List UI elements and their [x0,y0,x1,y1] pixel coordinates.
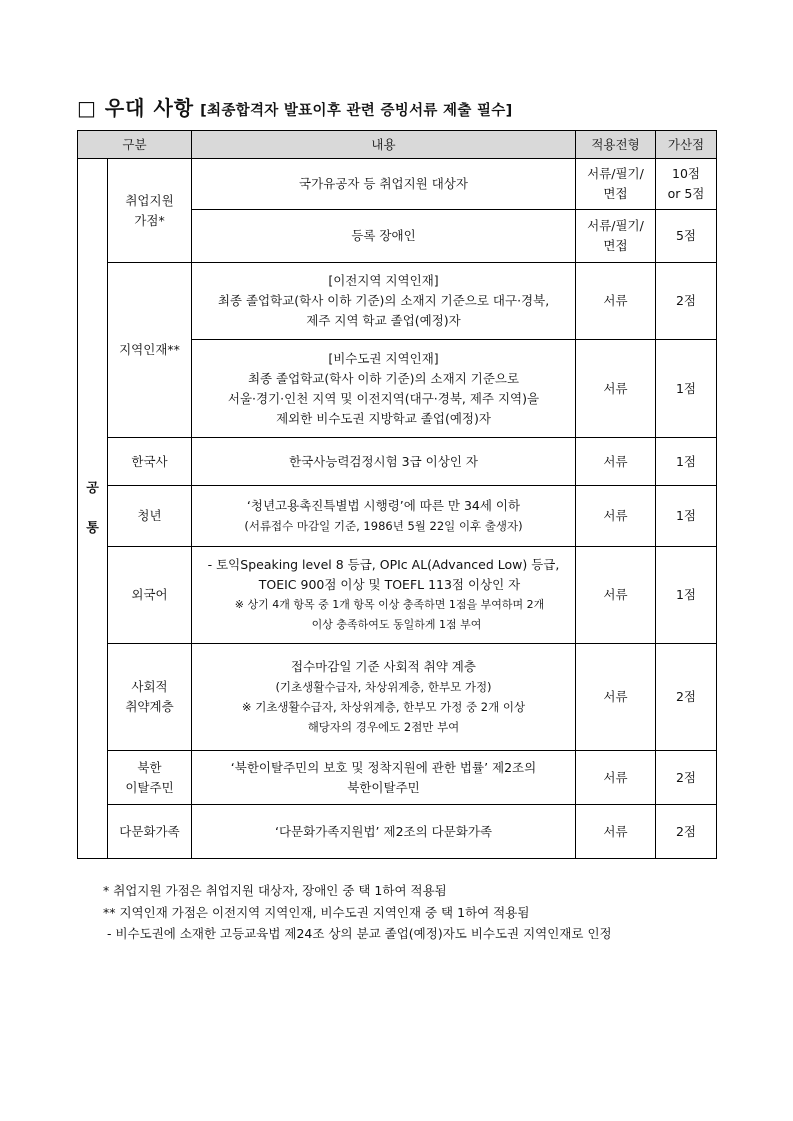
table-row [78,805,717,859]
points-cell: 1점 [656,547,717,644]
category-social: 사회적 취약계층 [108,644,192,751]
type-cell: 서류 [576,805,656,859]
table-row [78,547,717,644]
type-cell: 서류 [576,438,656,486]
content-cell: [비수도권 지역인재] 최종 졸업학교(학사 이하 기준)의 소재지 기준으로 서울·경기·인천 지역 및 이전지역(대구·경북, 제주 지역)을 제외한 비수도권 지방학교 졸업(예정)자 [192,340,576,438]
header-type: 적용전형 [576,131,656,159]
table-row [78,438,717,486]
type-cell: 서류 [576,486,656,547]
table-row [78,486,717,547]
category-employment: 취업지원 가점* [108,159,192,263]
points-cell: 1점 [656,340,717,438]
type-cell: 서류 [576,751,656,805]
content-cell: ‘다문화가족지원법’ 제2조의 다문화가족 [192,805,576,859]
category-regional: 지역인재** [108,263,192,438]
footnote-regional: ** 지역인재 가점은 이전지역 지역인재, 비수도권 지역인재 중 택 1하여 적용됨 [103,904,530,920]
content-cell: 등록 장애인 [192,210,576,263]
points-cell: 2점 [656,805,717,859]
header-points: 가산점 [656,131,717,159]
points-cell: 2점 [656,644,717,751]
group-common: 공 통 [78,159,108,859]
points-cell: 5점 [656,210,717,263]
footnote-branch: - 비수도권에 소재한 고등교육법 제24조 상의 분교 졸업(예정)자도 비수도권 지역인재로 인정 [107,926,612,941]
content-cell: 한국사능력검정시험 3급 이상인 자 [192,438,576,486]
type-cell: 서류/필기/ 면접 [576,210,656,263]
points-cell: 2점 [656,751,717,805]
type-cell: 서류 [576,547,656,644]
header-content: 내용 [192,131,576,159]
table-row [78,159,717,210]
section-title-sub: [최종합격자 발표이후 관련 증빙서류 제출 필수] [200,103,513,119]
section-title [77,92,513,121]
type-cell: 서류 [576,263,656,340]
footnotes [103,880,612,945]
content-cell: [이전지역 지역인재] 최종 졸업학교(학사 이하 기준)의 소재지 기준으로 대구·경북, 제주 지역 학교 졸업(예정)자 [192,263,576,340]
footnote-employment: * 취업지원 가점은 취업지원 대상자, 장애인 중 택 1하여 적용됨 [103,883,447,898]
type-cell: 서류 [576,340,656,438]
points-cell: 1점 [656,486,717,547]
content-cell: - 토익Speaking level 8 등급, OPIc AL(Advanced Low) 등급, TOEIC 900점 이상 및 TOEFL 113점 이상인 자 ※ 상기 4개 항목 중 1개 항목 이상 충족하면 1점을 부여하며 2개 이상 충족하여도 동일하게 1점 부여 [192,547,576,644]
section-title-main: □ 우대 사항 [77,96,195,120]
points-cell: 1점 [656,438,717,486]
table-row [78,263,717,340]
category-language: 외국어 [108,547,192,644]
header-row [78,131,717,159]
preference-table [77,130,717,859]
category-multicultural: 다문화가족 [108,805,192,859]
points-cell: 10점 or 5점 [656,159,717,210]
content-cell: ‘청년고용촉진특별법 시행령’에 따른 만 34세 이하 (서류접수 마감일 기준, 1986년 5월 22일 이후 출생자) [192,486,576,547]
content-cell: 국가유공자 등 취업지원 대상자 [192,159,576,210]
category-youth: 청년 [108,486,192,547]
category-history: 한국사 [108,438,192,486]
content-cell: ‘북한이탈주민의 보호 및 정착지원에 관한 법률’ 제2조의 북한이탈주민 [192,751,576,805]
content-cell: 접수마감일 기준 사회적 취약 계층 (기초생활수급자, 차상위계층, 한부모 가정) ※ 기초생활수급자, 차상위계층, 한부모 가정 중 2개 이상 해당자의 경우에도 2점만 부여 [192,644,576,751]
table-row [78,751,717,805]
header-category: 구분 [78,131,192,159]
points-cell: 2점 [656,263,717,340]
type-cell: 서류/필기/ 면접 [576,159,656,210]
category-defector: 북한 이탈주민 [108,751,192,805]
type-cell: 서류 [576,644,656,751]
table-row [78,644,717,751]
